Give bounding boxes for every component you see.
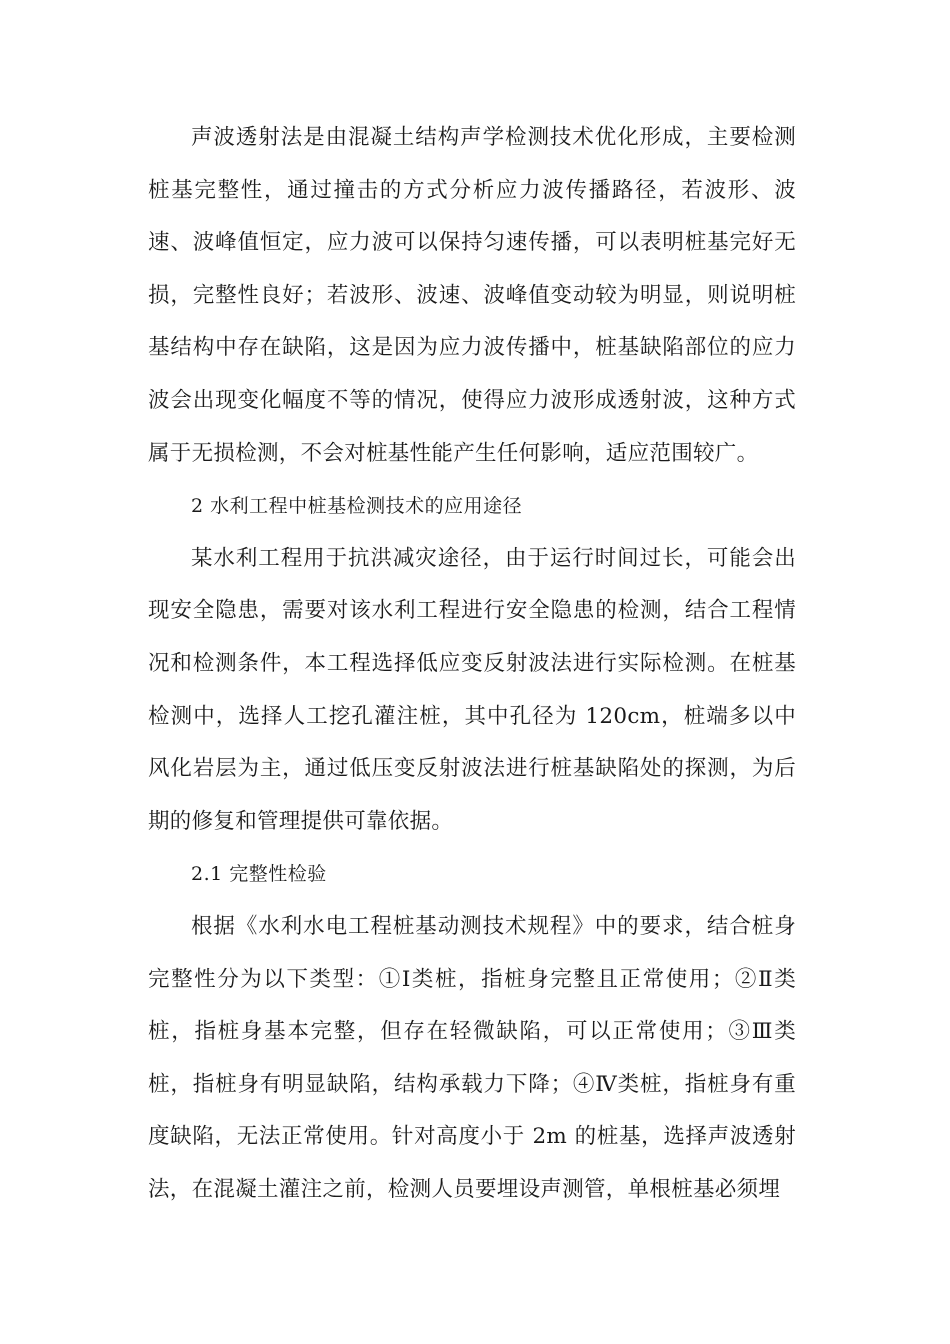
body-paragraph-1: 声波透射法是由混凝土结构声学检测技术优化形成，主要检测桩基完整性，通过撞击的方式分析应力波传播路径，若波形、波速、波峰值恒定，应力波可以保持匀速传播，可以表明桩基完好无损，完整性良好；若波形、波速、波峰值变动较为明显，则说明桩基结构中存在缺陷，这是因为应力波传播中，桩基缺陷部位的应力波会出现变化幅度不等的情况，使得应力波形成透射波，这种方式属于无损检测，不会对桩基性能产生任何影响，适应范围较广。 [148, 125, 796, 466]
body-paragraph-3: 根据《水利水电工程桩基动测技术规程》中的要求，结合桩身完整性分为以下类型：①Ⅰ类桩，指桩身完整且正常使用；②Ⅱ类桩，指桩身基本完整，但存在轻微缺陷，可以正常使用；③Ⅲ类桩，指桩身有明显缺陷，结构承载力下降；④Ⅳ类桩，指桩身有重度缺陷，无法正常使用。针对高度小于 2m 的桩基，选择声波透射法，在混凝土灌注之前，检测人员要埋设声测管，单根桩基必须埋 [148, 913, 796, 1202]
document-page [148, 112, 796, 1216]
section-heading-2: 2 水利工程中桩基检测技术的应用途径 [191, 495, 523, 518]
body-paragraph-2: 某水利工程用于抗洪减灾途径，由于运行时间过长，可能会出现安全隐患，需要对该水利工程进行安全隐患的检测，结合工程情况和检测条件，本工程选择低应变反射波法进行实际检测。在桩基检测中，选择人工挖孔灌注桩，其中孔径为 120cm，桩端多以中风化岩层为主，通过低压变反射波法进行桩基缺陷处的探测，为后期的修复和管理提供可靠依据。 [148, 545, 796, 834]
subsection-heading-2-1: 2.1 完整性检验 [191, 863, 327, 886]
